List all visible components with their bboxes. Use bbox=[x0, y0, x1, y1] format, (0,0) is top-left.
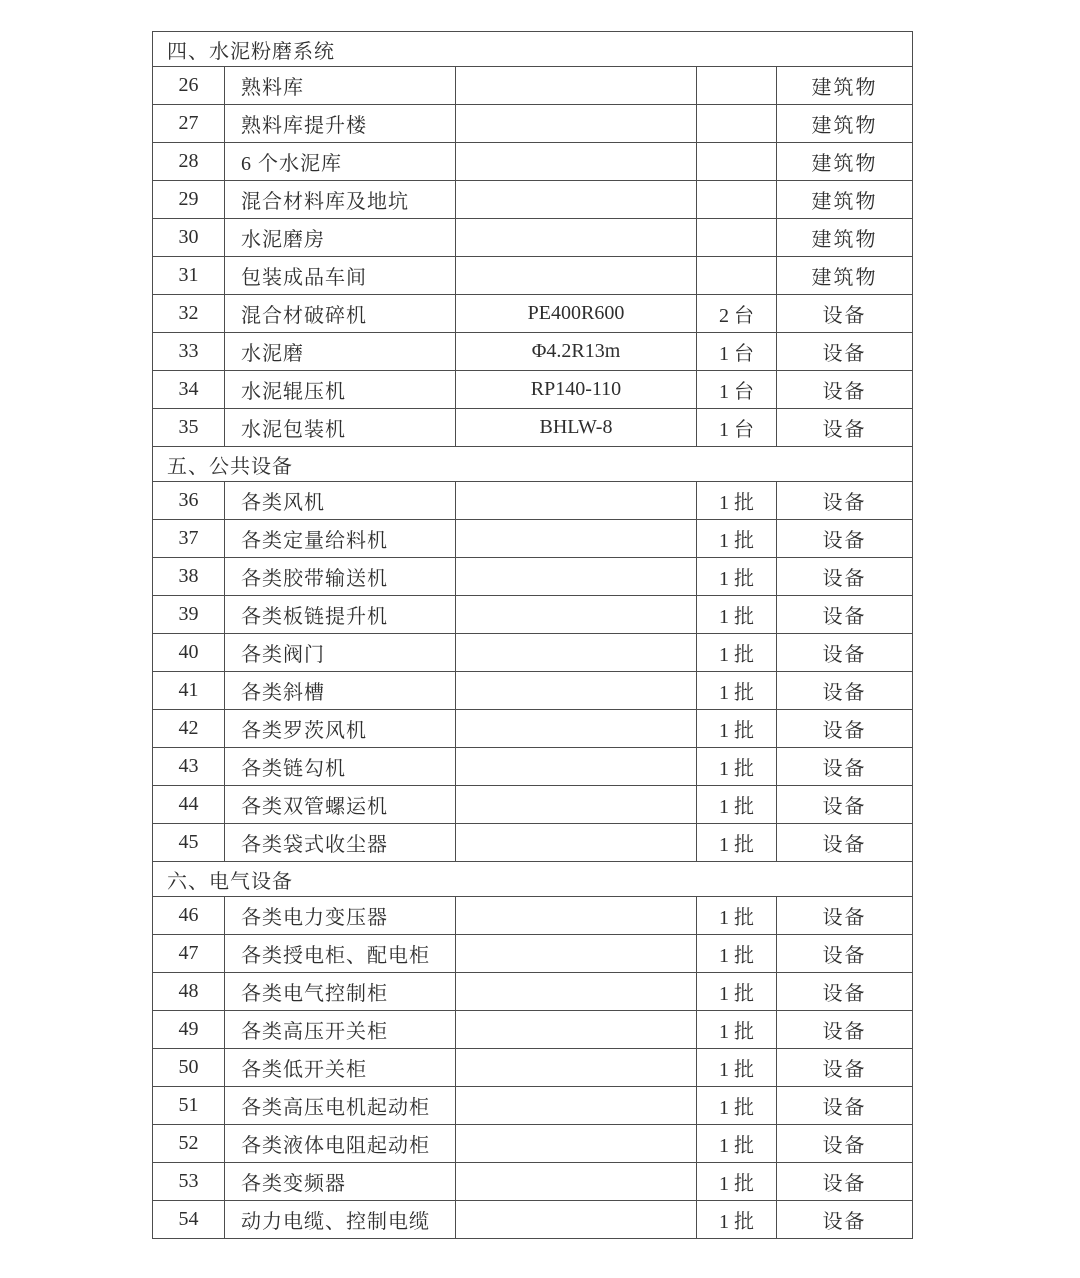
item-category: 设备 bbox=[777, 371, 913, 409]
row-number: 41 bbox=[153, 672, 225, 710]
item-category: 设备 bbox=[777, 672, 913, 710]
table-row bbox=[153, 67, 913, 105]
item-quantity: 1 批 bbox=[697, 710, 777, 748]
item-category: 设备 bbox=[777, 786, 913, 824]
row-number: 32 bbox=[153, 295, 225, 333]
item-spec bbox=[456, 143, 697, 181]
row-number: 52 bbox=[153, 1125, 225, 1163]
item-spec bbox=[456, 105, 697, 143]
item-name: 混合材料库及地坑 bbox=[225, 181, 456, 219]
item-category: 建筑物 bbox=[777, 181, 913, 219]
item-name: 各类链勾机 bbox=[225, 748, 456, 786]
table-row bbox=[153, 520, 913, 558]
table-row bbox=[153, 710, 913, 748]
item-quantity: 1 批 bbox=[697, 1049, 777, 1087]
item-quantity: 2 台 bbox=[697, 295, 777, 333]
item-name: 水泥磨房 bbox=[225, 219, 456, 257]
item-spec bbox=[456, 1049, 697, 1087]
item-quantity: 1 批 bbox=[697, 672, 777, 710]
table-row bbox=[153, 1201, 913, 1239]
row-number: 36 bbox=[153, 482, 225, 520]
row-number: 50 bbox=[153, 1049, 225, 1087]
item-category: 设备 bbox=[777, 634, 913, 672]
item-quantity: 1 批 bbox=[697, 520, 777, 558]
item-category: 设备 bbox=[777, 1201, 913, 1239]
row-number: 31 bbox=[153, 257, 225, 295]
table-row bbox=[153, 219, 913, 257]
row-number: 45 bbox=[153, 824, 225, 862]
item-name: 各类电力变压器 bbox=[225, 897, 456, 935]
item-spec: Φ4.2R13m bbox=[456, 333, 697, 371]
item-category: 建筑物 bbox=[777, 67, 913, 105]
item-quantity: 1 批 bbox=[697, 935, 777, 973]
row-number: 26 bbox=[153, 67, 225, 105]
table-row bbox=[153, 409, 913, 447]
item-spec bbox=[456, 973, 697, 1011]
item-name: 包装成品车间 bbox=[225, 257, 456, 295]
row-number: 48 bbox=[153, 973, 225, 1011]
item-quantity: 1 批 bbox=[697, 748, 777, 786]
table-row bbox=[153, 295, 913, 333]
item-category: 设备 bbox=[777, 558, 913, 596]
item-category: 设备 bbox=[777, 333, 913, 371]
item-spec bbox=[456, 1163, 697, 1201]
item-category: 设备 bbox=[777, 748, 913, 786]
row-number: 35 bbox=[153, 409, 225, 447]
item-name: 各类定量给料机 bbox=[225, 520, 456, 558]
item-category: 设备 bbox=[777, 824, 913, 862]
item-name: 各类变频器 bbox=[225, 1163, 456, 1201]
item-quantity bbox=[697, 219, 777, 257]
item-spec bbox=[456, 897, 697, 935]
row-number: 43 bbox=[153, 748, 225, 786]
item-spec bbox=[456, 1011, 697, 1049]
row-number: 54 bbox=[153, 1201, 225, 1239]
item-name: 各类高压电机起动柜 bbox=[225, 1087, 456, 1125]
item-name: 熟料库提升楼 bbox=[225, 105, 456, 143]
row-number: 30 bbox=[153, 219, 225, 257]
row-number: 27 bbox=[153, 105, 225, 143]
item-name: 各类液体电阻起动柜 bbox=[225, 1125, 456, 1163]
table-row bbox=[153, 935, 913, 973]
item-quantity: 1 台 bbox=[697, 371, 777, 409]
item-category: 设备 bbox=[777, 520, 913, 558]
item-spec: PE400R600 bbox=[456, 295, 697, 333]
table-row bbox=[153, 558, 913, 596]
item-quantity bbox=[697, 67, 777, 105]
item-spec bbox=[456, 1201, 697, 1239]
item-quantity: 1 批 bbox=[697, 786, 777, 824]
row-number: 38 bbox=[153, 558, 225, 596]
item-spec bbox=[456, 748, 697, 786]
item-quantity: 1 批 bbox=[697, 558, 777, 596]
table-row bbox=[153, 1011, 913, 1049]
item-spec bbox=[456, 257, 697, 295]
row-number: 28 bbox=[153, 143, 225, 181]
item-spec bbox=[456, 596, 697, 634]
item-spec bbox=[456, 786, 697, 824]
row-number: 49 bbox=[153, 1011, 225, 1049]
item-category: 设备 bbox=[777, 897, 913, 935]
item-quantity: 1 批 bbox=[697, 634, 777, 672]
table-row bbox=[153, 786, 913, 824]
table-row bbox=[153, 1087, 913, 1125]
item-quantity bbox=[697, 257, 777, 295]
item-category: 设备 bbox=[777, 1049, 913, 1087]
section-title: 六、电气设备 bbox=[153, 862, 913, 897]
row-number: 51 bbox=[153, 1087, 225, 1125]
item-quantity bbox=[697, 105, 777, 143]
item-category: 建筑物 bbox=[777, 143, 913, 181]
row-number: 47 bbox=[153, 935, 225, 973]
row-number: 29 bbox=[153, 181, 225, 219]
item-name: 各类罗茨风机 bbox=[225, 710, 456, 748]
item-spec bbox=[456, 1125, 697, 1163]
item-name: 混合材破碎机 bbox=[225, 295, 456, 333]
item-quantity: 1 批 bbox=[697, 1201, 777, 1239]
row-number: 33 bbox=[153, 333, 225, 371]
item-quantity: 1 批 bbox=[697, 824, 777, 862]
row-number: 37 bbox=[153, 520, 225, 558]
table-row bbox=[153, 824, 913, 862]
item-spec bbox=[456, 67, 697, 105]
item-name: 水泥磨 bbox=[225, 333, 456, 371]
section-header-row bbox=[153, 32, 913, 67]
item-name: 各类板链提升机 bbox=[225, 596, 456, 634]
item-name: 各类电气控制柜 bbox=[225, 973, 456, 1011]
item-name: 熟料库 bbox=[225, 67, 456, 105]
table-row bbox=[153, 748, 913, 786]
item-quantity bbox=[697, 181, 777, 219]
item-spec: RP140-110 bbox=[456, 371, 697, 409]
table-row bbox=[153, 672, 913, 710]
row-number: 40 bbox=[153, 634, 225, 672]
equipment-table bbox=[152, 31, 913, 1239]
item-name: 水泥辊压机 bbox=[225, 371, 456, 409]
item-spec bbox=[456, 710, 697, 748]
row-number: 42 bbox=[153, 710, 225, 748]
row-number: 39 bbox=[153, 596, 225, 634]
item-category: 设备 bbox=[777, 973, 913, 1011]
table-row bbox=[153, 333, 913, 371]
item-spec bbox=[456, 672, 697, 710]
item-category: 设备 bbox=[777, 596, 913, 634]
row-number: 44 bbox=[153, 786, 225, 824]
item-quantity bbox=[697, 143, 777, 181]
item-spec bbox=[456, 824, 697, 862]
section-title: 四、水泥粉磨系统 bbox=[153, 32, 913, 67]
table-row bbox=[153, 973, 913, 1011]
item-name: 各类授电柜、配电柜 bbox=[225, 935, 456, 973]
table-row bbox=[153, 1163, 913, 1201]
table-row bbox=[153, 105, 913, 143]
table-row bbox=[153, 897, 913, 935]
section-header-row bbox=[153, 447, 913, 482]
item-name: 各类袋式收尘器 bbox=[225, 824, 456, 862]
item-category: 设备 bbox=[777, 1087, 913, 1125]
item-category: 设备 bbox=[777, 482, 913, 520]
item-category: 设备 bbox=[777, 295, 913, 333]
item-spec bbox=[456, 520, 697, 558]
item-spec bbox=[456, 935, 697, 973]
item-category: 设备 bbox=[777, 1125, 913, 1163]
item-category: 建筑物 bbox=[777, 219, 913, 257]
table-row bbox=[153, 1049, 913, 1087]
item-name: 各类胶带输送机 bbox=[225, 558, 456, 596]
table-row bbox=[153, 482, 913, 520]
item-quantity: 1 批 bbox=[697, 1087, 777, 1125]
item-spec bbox=[456, 558, 697, 596]
item-name: 动力电缆、控制电缆 bbox=[225, 1201, 456, 1239]
item-spec bbox=[456, 219, 697, 257]
item-quantity: 1 台 bbox=[697, 333, 777, 371]
table-row bbox=[153, 371, 913, 409]
section-title: 五、公共设备 bbox=[153, 447, 913, 482]
equipment-table-body bbox=[153, 32, 913, 1239]
item-category: 建筑物 bbox=[777, 257, 913, 295]
table-row bbox=[153, 257, 913, 295]
table-row bbox=[153, 143, 913, 181]
item-spec bbox=[456, 181, 697, 219]
section-header-row bbox=[153, 862, 913, 897]
item-name: 各类双管螺运机 bbox=[225, 786, 456, 824]
item-category: 设备 bbox=[777, 1011, 913, 1049]
table-row bbox=[153, 1125, 913, 1163]
item-category: 设备 bbox=[777, 409, 913, 447]
table-row bbox=[153, 181, 913, 219]
item-category: 设备 bbox=[777, 1163, 913, 1201]
row-number: 34 bbox=[153, 371, 225, 409]
item-quantity: 1 批 bbox=[697, 1125, 777, 1163]
item-quantity: 1 批 bbox=[697, 973, 777, 1011]
item-category: 设备 bbox=[777, 935, 913, 973]
item-spec bbox=[456, 482, 697, 520]
item-spec: BHLW-8 bbox=[456, 409, 697, 447]
item-category: 建筑物 bbox=[777, 105, 913, 143]
item-quantity: 1 批 bbox=[697, 482, 777, 520]
item-name: 各类低开关柜 bbox=[225, 1049, 456, 1087]
row-number: 46 bbox=[153, 897, 225, 935]
item-quantity: 1 批 bbox=[697, 1163, 777, 1201]
item-name: 各类阀门 bbox=[225, 634, 456, 672]
item-name: 水泥包装机 bbox=[225, 409, 456, 447]
item-name: 各类高压开关柜 bbox=[225, 1011, 456, 1049]
item-spec bbox=[456, 1087, 697, 1125]
item-quantity: 1 批 bbox=[697, 1011, 777, 1049]
item-name: 各类风机 bbox=[225, 482, 456, 520]
item-quantity: 1 台 bbox=[697, 409, 777, 447]
item-spec bbox=[456, 634, 697, 672]
item-name: 各类斜槽 bbox=[225, 672, 456, 710]
item-quantity: 1 批 bbox=[697, 596, 777, 634]
item-name: 6 个水泥库 bbox=[225, 143, 456, 181]
item-category: 设备 bbox=[777, 710, 913, 748]
table-row bbox=[153, 634, 913, 672]
item-quantity: 1 批 bbox=[697, 897, 777, 935]
table-row bbox=[153, 596, 913, 634]
row-number: 53 bbox=[153, 1163, 225, 1201]
